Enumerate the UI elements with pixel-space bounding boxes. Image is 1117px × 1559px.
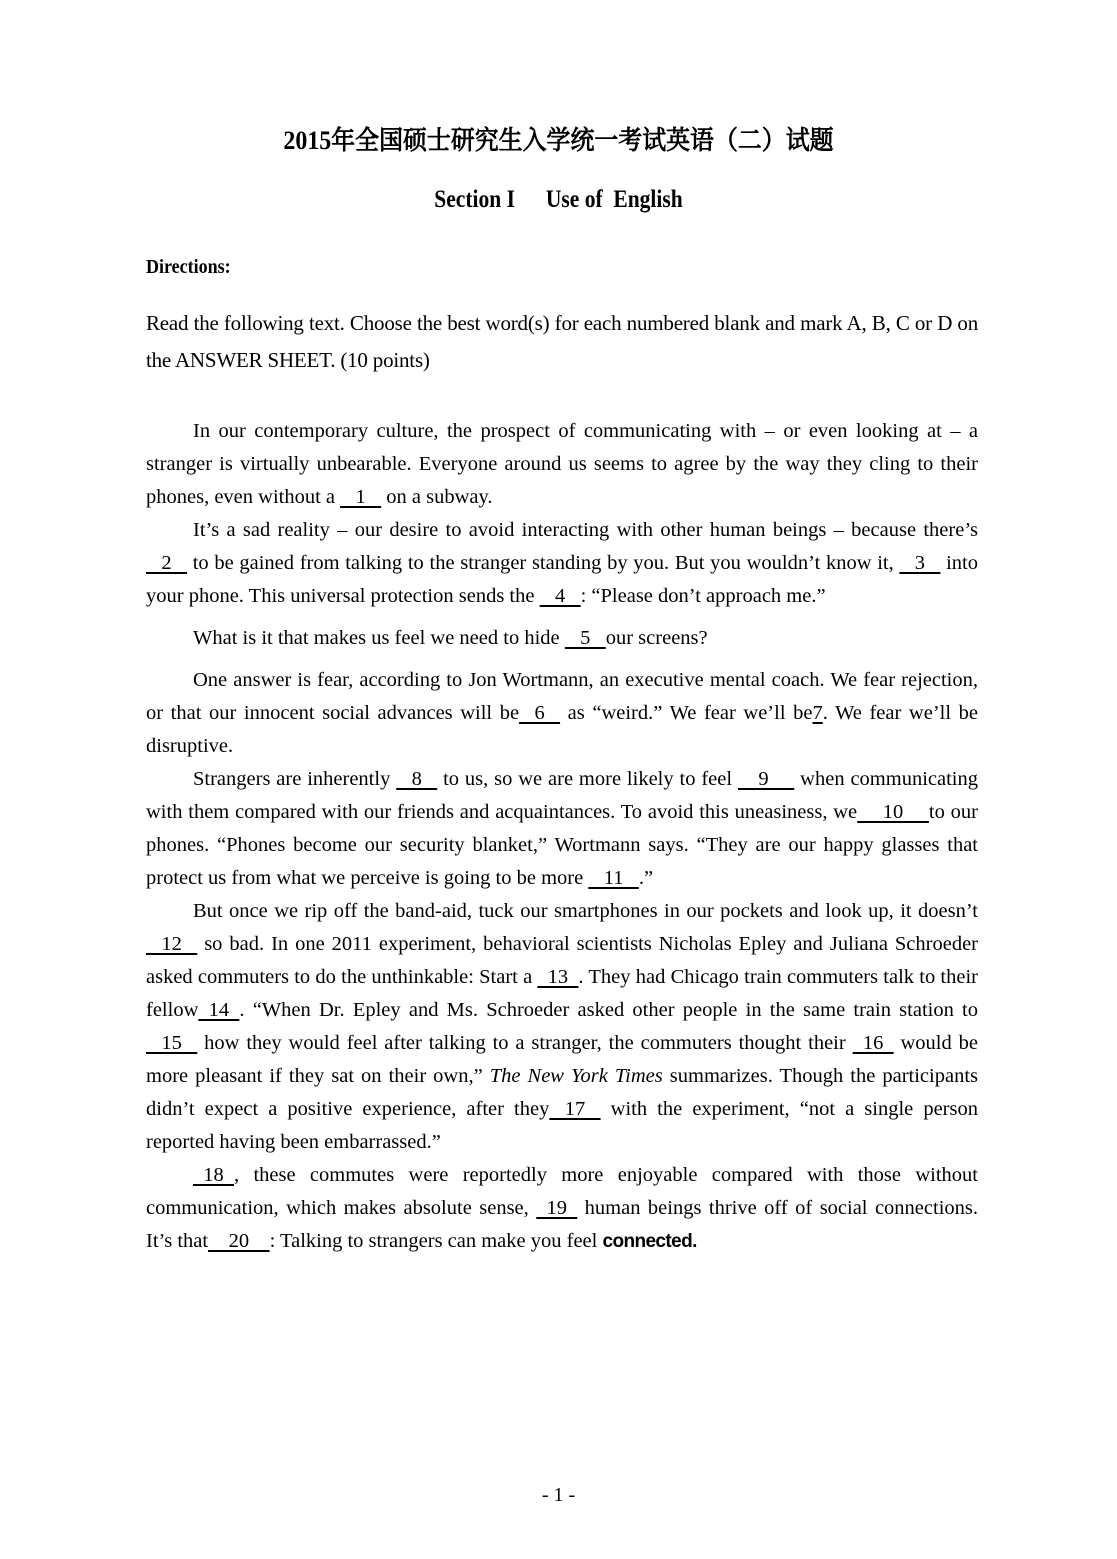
passage-text: summarizes. Though the participants didn’t expect a positive experience, after they: [146, 1065, 979, 1120]
passage-text: : “Please don’t approach me.”: [580, 585, 826, 607]
passage-text: our screens?: [605, 627, 708, 649]
passage-text: to be gained from talking to the stranger standing by you. But you wouldn’t know it,: [187, 552, 900, 574]
blank-10: 10: [857, 801, 929, 823]
blank-3: 3: [899, 552, 941, 574]
passage-text: when communicating with them compared with our friends and acquaintances. To avoid this uneasiness, we: [146, 768, 978, 823]
passage-text: on a subway.: [381, 486, 493, 508]
passage-text: as “weird.” We fear we’ll be: [560, 702, 813, 724]
passage-text: .”: [638, 867, 654, 889]
passage-text: with the experiment, “not a single person reported having been embarrassed.”: [146, 1098, 978, 1153]
blank-9: 9: [737, 768, 795, 790]
passage-text: so bad. In one 2011 experiment, behavioral scientists Nicholas Epley and Juliana Schroeder asked commuters to do the unthinkable: Start a: [146, 933, 978, 988]
blank-13: 13: [537, 966, 579, 988]
blank-18: 18: [193, 1164, 234, 1186]
paragraph-3: [146, 622, 978, 655]
passage-text: : Talking to strangers can make you feel: [269, 1230, 603, 1252]
blank-20: 20: [208, 1230, 270, 1252]
blank-8: 8: [396, 768, 438, 790]
passage-text: to us, so we are more likely to feel: [437, 768, 738, 790]
passage-text-final: connected.: [602, 1231, 697, 1252]
blank-7: 7: [812, 702, 823, 724]
passage-text: Strangers are inherently: [193, 768, 397, 790]
newspaper-title: The New York Times: [489, 1065, 663, 1087]
directions-text: Read the following text. Choose the best word(s) for each numbered blank and mark A, B, C or D on the ANSWER SHEET. (10 points): [146, 311, 978, 372]
passage-text: One answer is fear, according to Jon Wortmann, an executive mental coach. We fear rejection, or that our innocent social advances will be: [146, 669, 978, 724]
directions-label: Directions:: [146, 256, 231, 278]
paragraph-1: [146, 415, 978, 514]
exam-title: 2015年全国硕士研究生入学统一考试英语（二）试题: [283, 126, 834, 155]
section-heading: [78, 186, 1039, 214]
passage-text: how they would feel after talking to a stranger, the commuters thought their: [197, 1032, 853, 1054]
passage-text: would be more pleasant if they sat on their own,”: [146, 1032, 978, 1087]
passage-text: to our phones. “Phones become our security blanket,” Wortmann says. “They are our happy glasses that protect us from what we perceive is going to be more: [146, 801, 978, 889]
blank-1: 1: [340, 486, 382, 508]
blank-5: 5: [564, 627, 606, 649]
blank-15: 15: [146, 1032, 198, 1054]
section-number: Section I: [434, 186, 515, 213]
passage-text: , these commutes were reportedly more enjoyable compared with those without communication, which makes absolute sense,: [146, 1164, 978, 1219]
passage-text: . They had Chicago train commuters talk to their fellow: [146, 966, 978, 1021]
passage-text: . We fear we’ll be disruptive.: [146, 702, 978, 757]
blank-12: 12: [146, 933, 198, 955]
passage-text: It’s a sad reality – our desire to avoid interacting with other human beings – because there’s: [193, 519, 978, 541]
blank-6: 6: [519, 702, 561, 724]
blank-2: 2: [146, 552, 187, 574]
blank-4: 4: [539, 585, 581, 607]
paragraph-6: [146, 895, 978, 1159]
blank-16: 16: [852, 1032, 894, 1054]
blank-17: 17: [549, 1098, 601, 1120]
paragraph-5: [146, 763, 978, 895]
passage-text: human beings thrive off of social connections. It’s that: [146, 1197, 978, 1252]
page-number: - 1 -: [541, 1484, 576, 1506]
paragraph-4: [146, 664, 978, 763]
passage-text: What is it that makes us feel we need to hide: [193, 627, 565, 649]
passage-text: In our contemporary culture, the prospect of communicating with – or even looking at – a stranger is virtually unbearable. Everyone around us seems to agree by the way they cling to their phones, even without a: [146, 420, 978, 508]
blank-14: 14: [198, 999, 240, 1021]
passage-text: But once we rip off the band-aid, tuck our smartphones in our pockets and look up, it doesn’t: [193, 900, 978, 922]
cloze-passage: [146, 415, 978, 1258]
passage-text: . “When Dr. Epley and Ms. Schroeder asked other people in the same train station to: [239, 999, 978, 1021]
section-name: Use of English: [545, 186, 683, 213]
passage-text: into your phone. This universal protection sends the: [146, 552, 978, 607]
paragraph-2: [146, 514, 978, 613]
blank-19: 19: [536, 1197, 578, 1219]
paragraph-7: [146, 1159, 978, 1258]
blank-11: 11: [588, 867, 639, 889]
